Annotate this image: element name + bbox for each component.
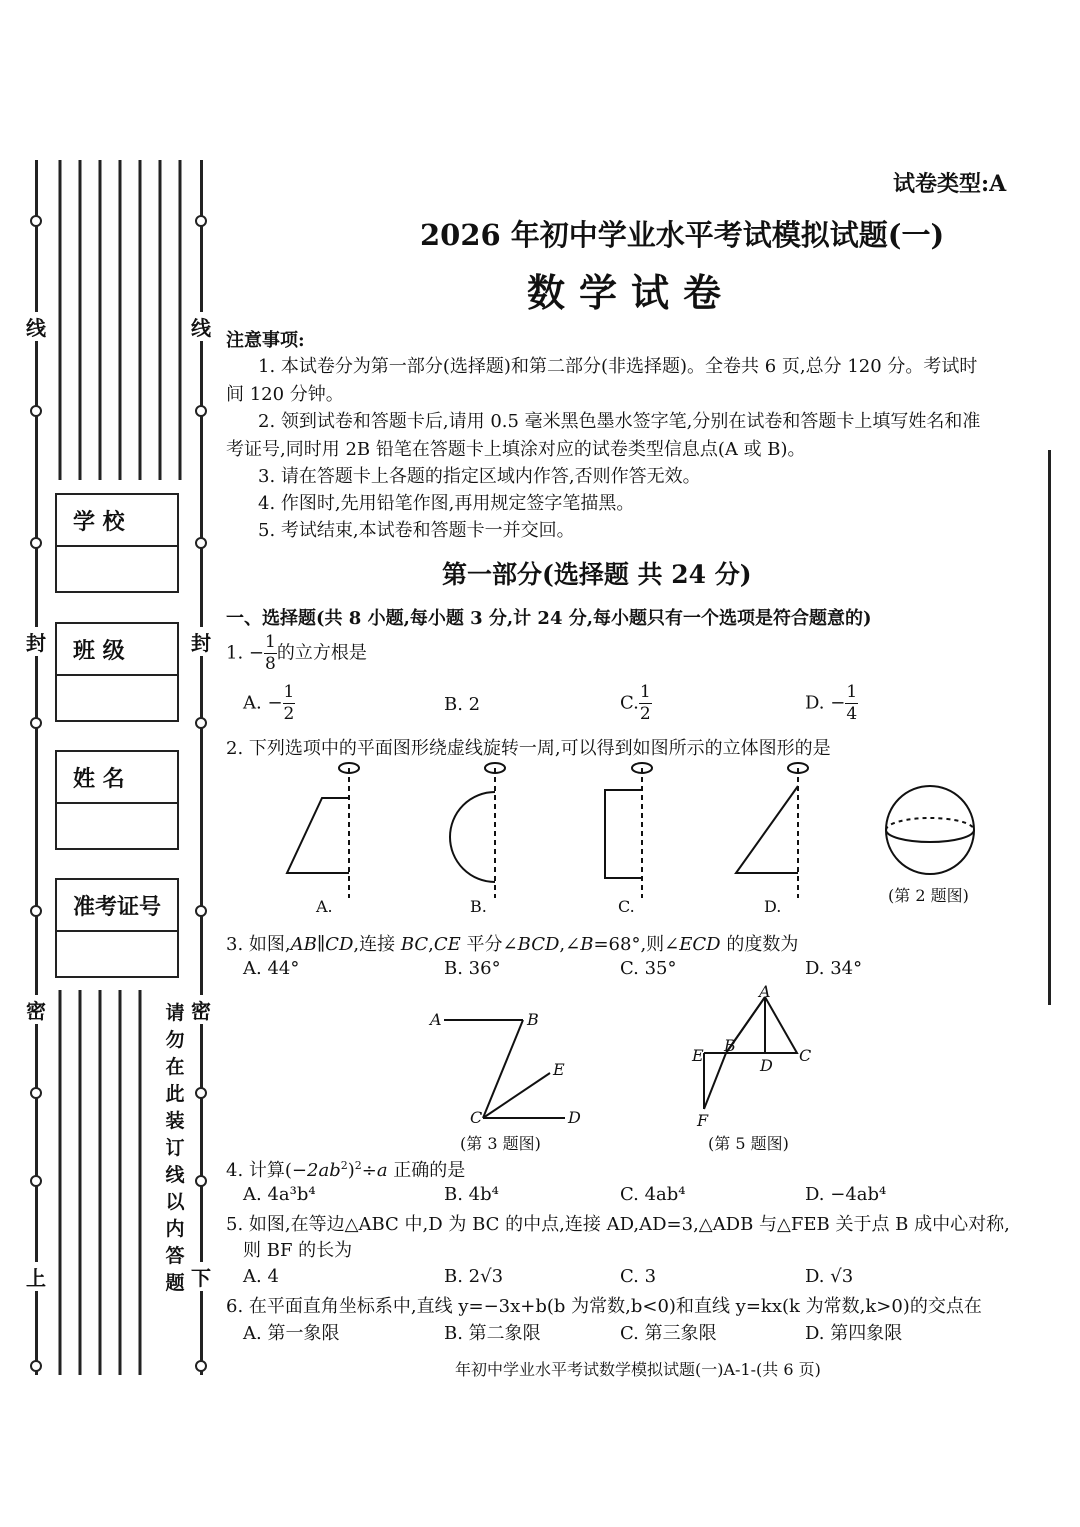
q2-label-a: A. [316, 897, 333, 916]
binding-line-inner [200, 160, 203, 1375]
q1-option-c[interactable]: C. $\frac{1}{2}$ [620, 682, 651, 724]
binding-char: 密 [24, 995, 48, 1024]
name-label: 姓 名 [73, 765, 125, 792]
q3-option-d[interactable]: D. 34° [805, 958, 863, 979]
class-label: 班 级 [73, 637, 125, 664]
q3-label-a: A [430, 1010, 442, 1029]
notice-item-4: 4. 作图时,先用铅笔作图,再用规定签字笔描黑。 [258, 493, 635, 514]
q6-stem: 6. 在平面直角坐标系中,直线 y=−3x+b(b 为常数,b<0)和直线 y=kx(k 为常数,k>0)的交点在 [226, 1296, 982, 1317]
binding-char: 上 [24, 1262, 48, 1291]
scan-edge-bar [1048, 450, 1051, 1005]
q5-label-e: E [692, 1046, 704, 1065]
q3-option-b[interactable]: B. 36° [444, 958, 501, 979]
q4-option-d[interactable]: D. −4ab⁴ [805, 1184, 887, 1205]
q3-label-d: D [568, 1108, 581, 1127]
q2-shape-a [287, 798, 349, 873]
q6-option-a[interactable]: A. 第一象限 [243, 1323, 340, 1344]
q5-label-d: D [760, 1056, 773, 1075]
q1-stem: 1. − $\frac{1}{8}$ 的立方根是 [226, 632, 367, 674]
binding-line-outer [35, 160, 38, 1375]
q5-option-d[interactable]: D. √3 [805, 1266, 854, 1287]
notice-item-1-cont: 间 120 分钟。 [226, 384, 344, 405]
q5-label-b: B [724, 1036, 736, 1055]
notice-item-5: 5. 考试结束,本试卷和答题卡一并交回。 [258, 520, 575, 541]
q4-option-c[interactable]: C. 4ab⁴ [620, 1184, 686, 1205]
class-field[interactable] [55, 622, 179, 722]
q3-option-c[interactable]: C. 35° [620, 958, 677, 979]
q2-shape-b [450, 792, 495, 882]
notice-item-1: 1. 本试卷分为第一部分(选择题)和第二部分(非选择题)。全卷共 6 页,总分 120 分。考试时 [258, 356, 978, 377]
q3-option-a[interactable]: A. 44° [243, 958, 300, 979]
q3-label-e: E [553, 1060, 565, 1079]
binding-char: 封 [189, 627, 213, 656]
q5-label-c: C [799, 1046, 812, 1065]
q6-option-b[interactable]: B. 第二象限 [444, 1323, 541, 1344]
q2-shape-d [736, 786, 798, 873]
binding-note: 请勿在此装订线以内答题 [162, 1000, 188, 1297]
page-footer: 年初中学业水平考试数学模拟试题(一)A-1-(共 6 页) [455, 1360, 821, 1379]
q3-stem: 3. 如图,AB∥CD,连接 BC,CE 平分∠BCD,∠B=68°,则∠ECD 的度数为 [226, 934, 799, 955]
q5-option-a[interactable]: A. 4 [243, 1266, 279, 1287]
q5-option-b[interactable]: B. 2√3 [444, 1266, 504, 1287]
q5-stem: 5. 如图,在等边△ABC 中,D 为 BC 的中点,连接 AD,AD=3,△ADB 与△FEB 关于点 B 成中心对称, [226, 1214, 1010, 1235]
school-field[interactable] [55, 493, 179, 593]
q2-stem: 2. 下列选项中的平面图形绕虚线旋转一周,可以得到如图所示的立体图形的是 [226, 738, 831, 759]
q4-option-a[interactable]: A. 4a³b⁴ [243, 1184, 316, 1205]
q5-label-f: F [697, 1111, 709, 1130]
q2-shape-c [605, 790, 642, 878]
subject-title: 数学试卷 [527, 270, 736, 315]
q5-stem-cont: 则 BF 的长为 [243, 1240, 353, 1261]
binding-char: 线 [189, 312, 213, 341]
exam-id-label: 准考证号 [73, 893, 162, 920]
q3-label-c: C [470, 1108, 483, 1127]
q2-caption: (第 2 题图) [888, 886, 969, 905]
part1-title: 第一部分(选择题 共 24 分) [442, 560, 752, 589]
q6-option-c[interactable]: C. 第三象限 [620, 1323, 717, 1344]
q4-option-b[interactable]: B. 4b⁴ [444, 1184, 499, 1205]
notice-item-2: 2. 领到试卷和答题卡后,请用 0.5 毫米黑色墨水签字笔,分别在试卷和答题卡上填写姓名和准 [258, 411, 981, 432]
q1-option-b[interactable]: B. 2 [444, 694, 481, 715]
q2-sphere-equator [886, 830, 974, 842]
q6-option-d[interactable]: D. 第四象限 [805, 1323, 903, 1344]
binding-char: 密 [189, 995, 213, 1024]
notice-item-2-cont: 考证号,同时用 2B 铅笔在答题卡上填涂对应的试卷类型信息点(A 或 B)。 [226, 439, 806, 460]
q1-option-a[interactable]: A. − $\frac{1}{2}$ [243, 682, 295, 724]
name-field[interactable] [55, 750, 179, 850]
notice-item-3: 3. 请在答题卡上各题的指定区域内作答,否则作答无效。 [258, 466, 701, 487]
q2-label-b: B. [470, 897, 487, 916]
paper-type: 试卷类型:A [893, 171, 1007, 197]
exam-id-field[interactable] [55, 878, 179, 978]
q2-label-d: D. [764, 897, 782, 916]
q5-caption: (第 5 题图) [708, 1134, 789, 1153]
q4-stem: 4. 计算$(-2ab^2)^2\div a$ 正确的是 [226, 1159, 466, 1181]
notice-heading: 注意事项: [226, 330, 305, 351]
exam-title: 2026 年初中学业水平考试模拟试题(一) [420, 218, 945, 252]
binding-char: 封 [24, 627, 48, 656]
q3-caption: (第 3 题图) [460, 1134, 541, 1153]
q2-label-c: C. [618, 897, 635, 916]
school-label: 学 校 [73, 508, 125, 535]
q5-option-c[interactable]: C. 3 [620, 1266, 657, 1287]
q5-label-a: A [759, 982, 771, 1001]
binding-char: 线 [24, 312, 48, 341]
part1-instruction: 一、选择题(共 8 小题,每小题 3 分,计 24 分,每小题只有一个选项是符合题意的) [226, 608, 872, 629]
q3-label-b: B [527, 1010, 539, 1029]
q2-sphere [886, 786, 974, 874]
binding-char: 下 [189, 1262, 213, 1291]
q1-option-d[interactable]: D. − $\frac{1}{4}$ [805, 682, 858, 724]
